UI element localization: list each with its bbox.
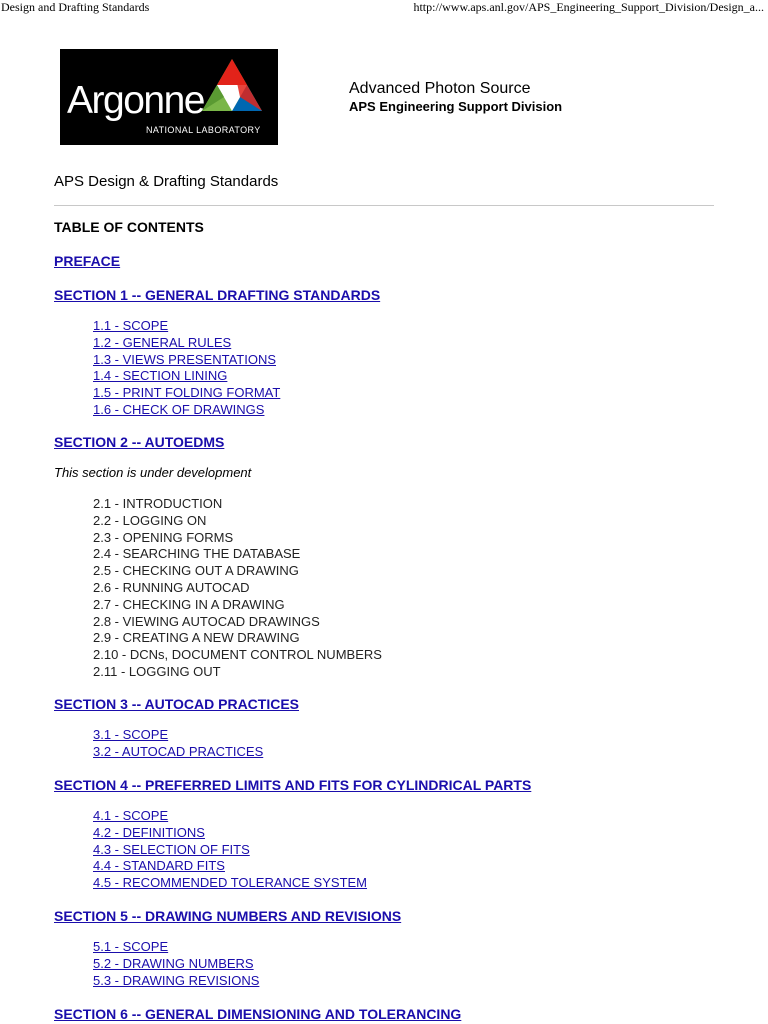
list-item: 2.1 - INTRODUCTION (93, 496, 223, 511)
link-4-2[interactable]: 4.2 - DEFINITIONS (93, 824, 205, 840)
list-item: 2.8 - VIEWING AUTOCAD DRAWINGS (93, 613, 320, 629)
link-1-4[interactable]: 1.4 - SECTION LINING (93, 368, 228, 384)
link-section-6[interactable]: SECTION 6 -- GENERAL DIMENSIONING AND TOLERANCING (54, 1006, 462, 1022)
link-1-6[interactable]: 1.6 - CHECK OF DRAWINGS (93, 401, 265, 417)
link-4-5[interactable]: 4.5 - RECOMMENDED TOLERANCE SYSTEM (93, 875, 368, 891)
argonne-triangle-icon (200, 57, 264, 113)
list-item: 2.3 - OPENING FORMS (93, 529, 234, 545)
page-url: http://www.aps.anl.gov/APS_Engineering_Support_Division/Design_a... (413, 0, 764, 14)
link-section-5[interactable]: SECTION 5 -- DRAWING NUMBERS AND REVISIONS (54, 908, 402, 924)
list-item: 2.10 - DCNs, DOCUMENT CONTROL NUMBERS (93, 647, 382, 663)
print-header (0, 0, 768, 16)
link-section-1[interactable]: SECTION 1 -- GENERAL DRAFTING STANDARDS (54, 287, 381, 303)
list-item: 2.9 - CREATING A NEW DRAWING (93, 630, 300, 646)
divider (54, 205, 714, 206)
org-name: Advanced Photon Source (349, 80, 531, 97)
link-5-1[interactable]: 5.1 - SCOPE (93, 939, 169, 954)
link-1-5[interactable]: 1.5 - PRINT FOLDING FORMAT (93, 385, 281, 401)
list-item: 2.7 - CHECKING IN A DRAWING (93, 596, 285, 612)
section-1-list (93, 318, 280, 419)
list-item: 2.6 - RUNNING AUTOCAD (93, 579, 250, 595)
link-4-3[interactable]: 4.3 - SELECTION OF FITS (93, 841, 250, 857)
section-5-list (93, 939, 259, 989)
link-1-1[interactable]: 1.1 - SCOPE (93, 318, 169, 333)
link-section-3[interactable]: SECTION 3 -- AUTOCAD PRACTICES (54, 696, 300, 712)
org-division: APS Engineering Support Division (349, 99, 563, 114)
list-item: 2.11 - LOGGING OUT (93, 663, 221, 679)
list-item: 2.5 - CHECKING OUT A DRAWING (93, 563, 299, 579)
link-preface[interactable]: PREFACE (54, 253, 121, 269)
list-item: 2.4 - SEARCHING THE DATABASE (93, 546, 301, 562)
section-4-list (93, 808, 367, 892)
link-section-4[interactable]: SECTION 4 -- PREFERRED LIMITS AND FITS FOR CYLINDRICAL PARTS (54, 777, 532, 793)
argonne-subtitle: NATIONAL LABORATORY (146, 125, 261, 135)
link-5-2[interactable]: 5.2 - DRAWING NUMBERS (93, 955, 254, 971)
link-4-4[interactable]: 4.4 - STANDARD FITS (93, 858, 225, 874)
section-2-list (93, 496, 382, 681)
section-2-note: This section is under development (54, 465, 252, 480)
argonne-wordmark: Argonne (67, 79, 204, 122)
argonne-logo (60, 49, 278, 145)
link-4-1[interactable]: 4.1 - SCOPE (93, 808, 169, 823)
section-3-list (93, 727, 263, 761)
link-1-2[interactable]: 1.2 - GENERAL RULES (93, 334, 232, 350)
list-item: 2.2 - LOGGING ON (93, 512, 207, 528)
page-title: Design and Drafting Standards (1, 0, 150, 14)
link-section-2[interactable]: SECTION 2 -- AUTOEDMS (54, 434, 225, 450)
link-3-1[interactable]: 3.1 - SCOPE (93, 727, 169, 742)
link-5-3[interactable]: 5.3 - DRAWING REVISIONS (93, 972, 260, 988)
toc-heading: TABLE OF CONTENTS (54, 219, 204, 235)
link-3-2[interactable]: 3.2 - AUTOCAD PRACTICES (93, 743, 264, 759)
link-1-3[interactable]: 1.3 - VIEWS PRESENTATIONS (93, 351, 276, 367)
document-title: APS Design & Drafting Standards (54, 173, 279, 190)
